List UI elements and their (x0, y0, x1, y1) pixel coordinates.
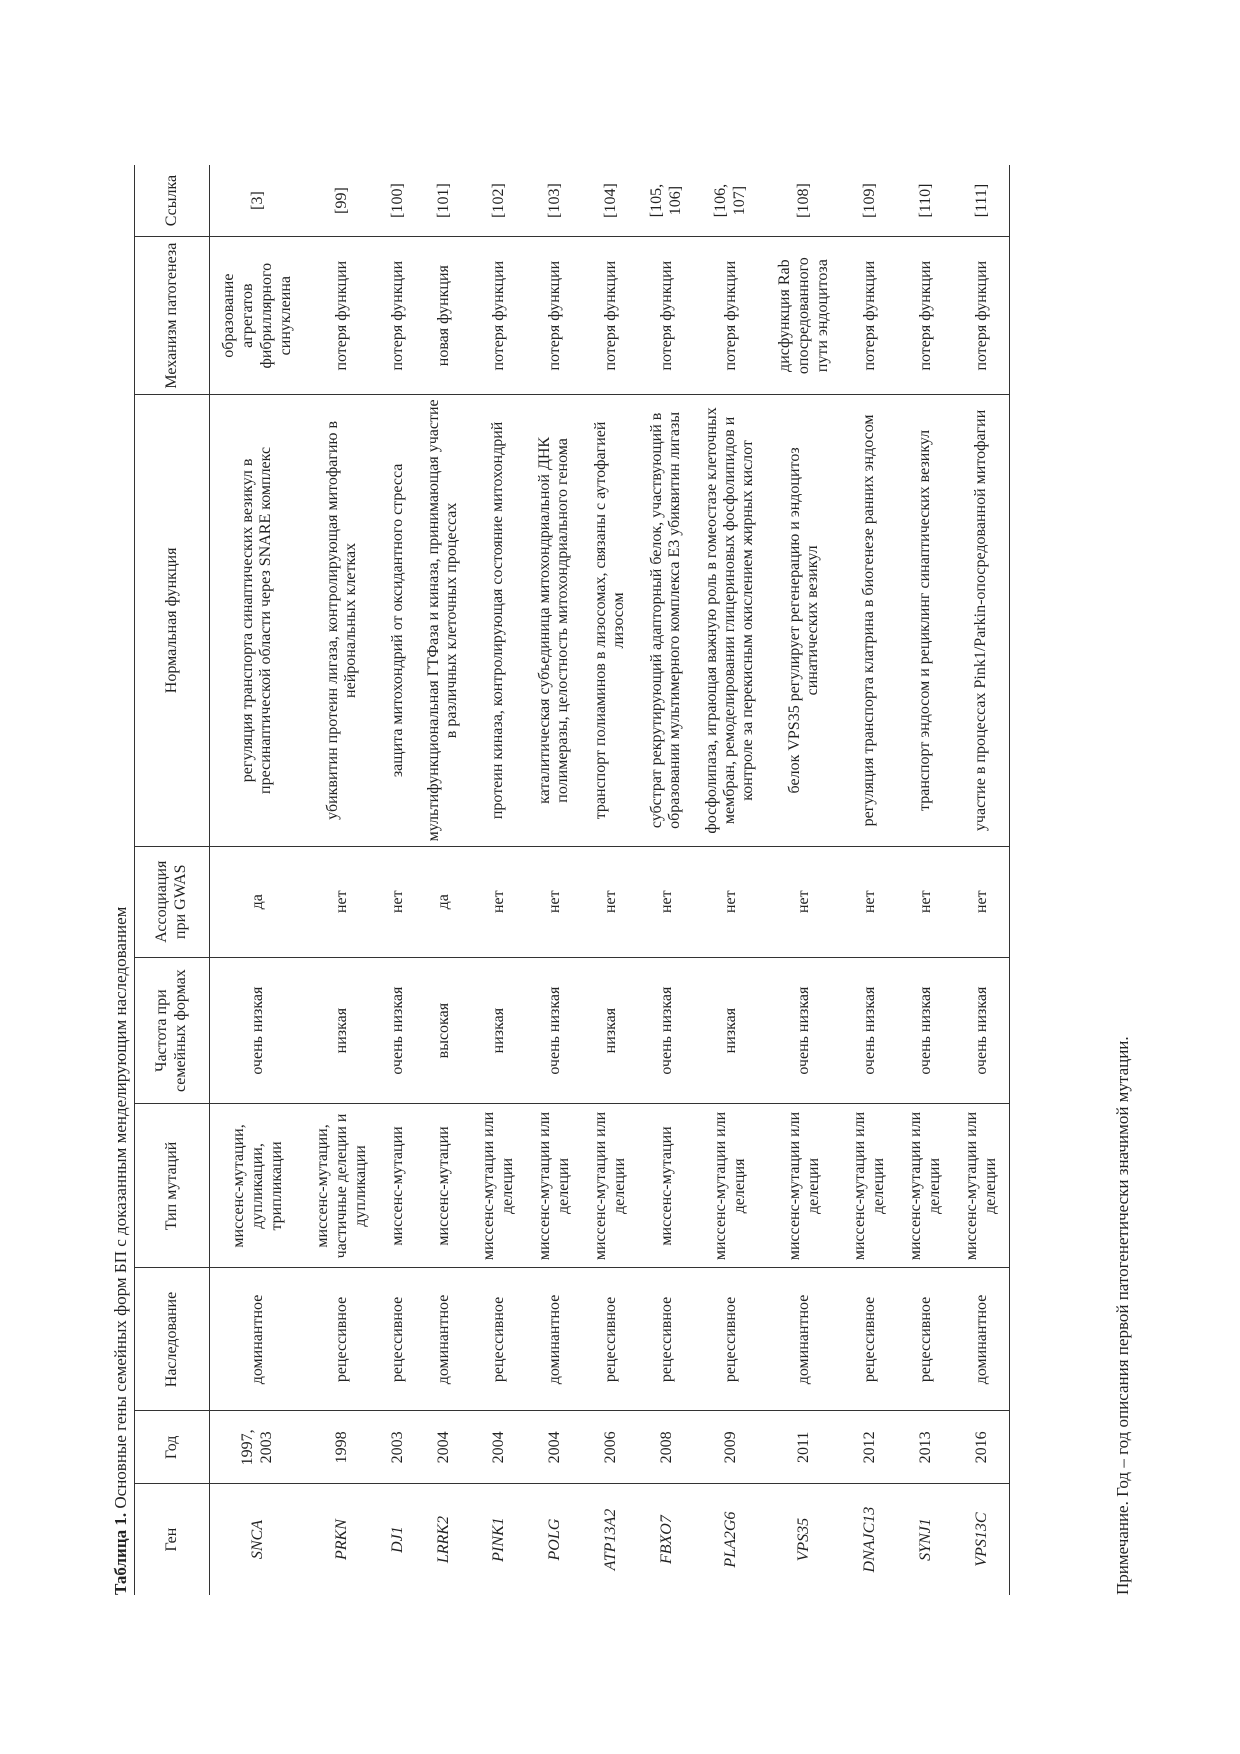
caption-label: Таблица 1. (111, 1512, 130, 1595)
cell-reference: [109] (841, 165, 897, 237)
table-row (638, 165, 694, 1595)
rotated-page-content (110, 165, 1140, 1595)
cell-normal-function: белок VPS35 регулирует регенерацию и эндоцитоз синатических везикул (766, 395, 841, 846)
cell-reference: [110] (897, 165, 953, 237)
cell-normal-function: защита митохондрий от оксидантного стресса (379, 395, 416, 846)
cell-inheritance: рецессивное (304, 1268, 379, 1411)
cell-reference: [101] (416, 165, 470, 237)
table-body (210, 165, 1010, 1595)
cell-reference: [108] (766, 165, 841, 237)
cell-normal-function: субстрат рекрутирующий адапторный белок, участвующий в образовании мультимерного комплекса Е3 убиквитин лигазы (638, 395, 694, 846)
cell-normal-function: убиквитин протеин лигаза, контролирующая митофагию в нейрональных клетках (304, 395, 379, 846)
cell-mechanism: потеря функции (638, 237, 694, 395)
table-row (897, 165, 953, 1595)
cell-inheritance: рецессивное (897, 1268, 953, 1411)
cell-frequency: очень низкая (526, 957, 582, 1104)
cell-normal-function: транспорт полиаминов в лизосомах, связаны с аутофагией лизосом (582, 395, 638, 846)
cell-reference: [100] (379, 165, 416, 237)
cell-gwas: нет (766, 846, 841, 957)
table-row (210, 165, 305, 1595)
cell-mechanism: образование агрегатов фибриллярного синуклеина (210, 237, 305, 395)
cell-inheritance: рецессивное (638, 1268, 694, 1411)
cell-mechanism: потеря функции (897, 237, 953, 395)
cell-reference: [103] (526, 165, 582, 237)
cell-year: 2009 (694, 1411, 766, 1484)
cell-mechanism: потеря функции (582, 237, 638, 395)
header-gene: Ген (135, 1484, 210, 1595)
cell-year: 2004 (526, 1411, 582, 1484)
cell-mutation-type: миссенс-мутации или делеции (766, 1104, 841, 1268)
cell-gene: ATP13A2 (601, 1508, 619, 1571)
cell-mechanism: потеря функции (526, 237, 582, 395)
table-row (582, 165, 638, 1595)
cell-frequency: низкая (304, 957, 379, 1104)
cell-frequency: очень низкая (766, 957, 841, 1104)
table-row (379, 165, 416, 1595)
cell-reference: [3] (210, 165, 305, 237)
cell-inheritance: доминантное (766, 1268, 841, 1411)
cell-gene: SYNJ1 (916, 1518, 934, 1561)
cell-reference: [105, 106] (638, 165, 694, 237)
cell-normal-function: транспорт эндосом и рециклинг синаптических везикул (897, 395, 953, 846)
cell-gwas: да (210, 846, 305, 957)
cell-inheritance: доминантное (526, 1268, 582, 1411)
cell-frequency: низкая (470, 957, 526, 1104)
cell-normal-function: регуляция транспорта синаптических везикул в пресинаптической области через SNARE комплекс (210, 395, 305, 846)
cell-gene: POLG (545, 1518, 563, 1561)
cell-inheritance: доминантное (416, 1268, 470, 1411)
header-mechanism: Механизм патогенеза (135, 237, 210, 395)
cell-gene: LRRK2 (434, 1516, 452, 1564)
cell-gwas: нет (638, 846, 694, 957)
cell-gene: PINK1 (489, 1517, 507, 1562)
header-gwas: Ассоциация при GWAS (135, 846, 210, 957)
table-note: Примечание. Год – год описания первой патогенетически значимой мутации. (1113, 1036, 1132, 1595)
cell-inheritance: рецессивное (470, 1268, 526, 1411)
cell-frequency: очень низкая (841, 957, 897, 1104)
cell-normal-function: мультифункциональная ГТФаза и киназа, принимающая участие в различных клеточных процессах (416, 395, 470, 846)
cell-year: 1998 (304, 1411, 379, 1484)
cell-mutation-type: миссенс-мутации или делеции (526, 1104, 582, 1268)
table-row (766, 165, 841, 1595)
cell-gwas: нет (304, 846, 379, 957)
cell-frequency: низкая (582, 957, 638, 1104)
cell-year: 2013 (897, 1411, 953, 1484)
cell-gwas: нет (379, 846, 416, 957)
table-caption (110, 165, 132, 1595)
cell-mutation-type: миссенс-мутации (416, 1104, 470, 1268)
header-frequency: Частота при семейных формах (135, 957, 210, 1104)
cell-frequency: очень низкая (210, 957, 305, 1104)
cell-reference: [111] (953, 165, 1010, 237)
cell-mechanism: потеря функции (841, 237, 897, 395)
cell-inheritance: доминантное (953, 1268, 1010, 1411)
cell-mutation-type: миссенс-мутации или делеции (582, 1104, 638, 1268)
cell-normal-function: участие в процессах Pink1/Parkin-опосредованной митофагии (953, 395, 1010, 846)
cell-year: 2006 (582, 1411, 638, 1484)
cell-frequency: очень низкая (379, 957, 416, 1104)
cell-mechanism: потеря функции (379, 237, 416, 395)
cell-frequency: очень низкая (897, 957, 953, 1104)
cell-mechanism: потеря функции (953, 237, 1010, 395)
caption-text: Основные гены семейных форм БП с доказанным менделирующим наследованием (111, 906, 130, 1513)
cell-gwas: нет (897, 846, 953, 957)
cell-gene: VPS35 (795, 1517, 812, 1562)
cell-mutation-type: миссенс-мутации (638, 1104, 694, 1268)
cell-mechanism: новая функция (416, 237, 470, 395)
cell-year: 2003 (379, 1411, 416, 1484)
cell-gwas: да (416, 846, 470, 957)
cell-mutation-type: миссенс-мутации или делеции (897, 1104, 953, 1268)
cell-inheritance: рецессивное (582, 1268, 638, 1411)
genes-table (134, 165, 1010, 1595)
table-row (416, 165, 470, 1595)
cell-inheritance: рецессивное (379, 1268, 416, 1411)
cell-mutation-type: миссенс-мутации или делеции (953, 1104, 1010, 1268)
cell-mutation-type: миссенс-мутации, частичные делеции и дупликации (304, 1104, 379, 1268)
cell-gwas: нет (582, 846, 638, 957)
header-reference: Ссылка (135, 165, 210, 237)
cell-gwas: нет (841, 846, 897, 957)
cell-year: 2004 (416, 1411, 470, 1484)
table-header-row (135, 165, 210, 1595)
cell-inheritance: доминантное (210, 1268, 305, 1411)
cell-mechanism: потеря функции (470, 237, 526, 395)
cell-mutation-type: миссенс-мутации или делеция (694, 1104, 766, 1268)
table-row (470, 165, 526, 1595)
table-row (304, 165, 379, 1595)
cell-mechanism: потеря функции (694, 237, 766, 395)
cell-gene: PRKN (333, 1519, 350, 1561)
header-year: Год (135, 1411, 210, 1484)
table-row (953, 165, 1010, 1595)
cell-gene: PLA2G6 (721, 1511, 739, 1568)
cell-mechanism: дисфункция Rab опосредованного пути эндоцитоза (766, 237, 841, 395)
cell-mutation-type: миссенс-мутации или делеции (841, 1104, 897, 1268)
cell-frequency: очень низкая (638, 957, 694, 1104)
cell-mechanism: потеря функции (304, 237, 379, 395)
cell-year: 2016 (953, 1411, 1010, 1484)
cell-normal-function: фосфолипаза, играющая важную роль в гомеостазе клеточных мембран, ремоделировании глицериновых фосфолипидов и контроле за перекисным окислением жирных кислот (694, 395, 766, 846)
cell-gwas: нет (470, 846, 526, 957)
cell-inheritance: рецессивное (694, 1268, 766, 1411)
cell-gene: VPS13C (972, 1512, 990, 1567)
cell-frequency: очень низкая (953, 957, 1010, 1104)
cell-year: 2011 (766, 1411, 841, 1484)
cell-year: 2012 (841, 1411, 897, 1484)
cell-year: 1997, 2003 (210, 1411, 305, 1484)
cell-inheritance: рецессивное (841, 1268, 897, 1411)
cell-gwas: нет (953, 846, 1010, 957)
cell-reference: [102] (470, 165, 526, 237)
cell-year: 2008 (638, 1411, 694, 1484)
cell-gene: SNCA (248, 1520, 266, 1560)
cell-mutation-type: миссенс-мутации или делеции (470, 1104, 526, 1268)
table-row (694, 165, 766, 1595)
cell-gwas: нет (526, 846, 582, 957)
cell-normal-function: протеин киназа, контролирующая состояние митохондрий (470, 395, 526, 846)
header-mutation-type: Тип мутаций (135, 1104, 210, 1268)
cell-frequency: высокая (416, 957, 470, 1104)
table-row (841, 165, 897, 1595)
cell-normal-function: каталитическая субъединица митохондриальной ДНК полимеразы, целостность митохондриального генома (526, 395, 582, 846)
cell-gene: DJ1 (389, 1526, 406, 1553)
header-normal-function: Нормальная функция (135, 395, 210, 846)
cell-gene: DNAJC13 (860, 1506, 878, 1573)
cell-year: 2004 (470, 1411, 526, 1484)
cell-gwas: нет (694, 846, 766, 957)
cell-reference: [104] (582, 165, 638, 237)
cell-gene: FBXO7 (657, 1515, 675, 1565)
cell-frequency: низкая (694, 957, 766, 1104)
cell-mutation-type: миссенс-мутации (379, 1104, 416, 1268)
header-inheritance: Наследование (135, 1268, 210, 1411)
table-row (526, 165, 582, 1595)
cell-reference: [106, 107] (694, 165, 766, 237)
cell-normal-function: регуляция транспорта клатрина в биогенезе ранних эндосом (841, 395, 897, 846)
cell-mutation-type: миссенс-мутации, дупликации, трипликации (210, 1104, 305, 1268)
cell-reference: [99] (304, 165, 379, 237)
